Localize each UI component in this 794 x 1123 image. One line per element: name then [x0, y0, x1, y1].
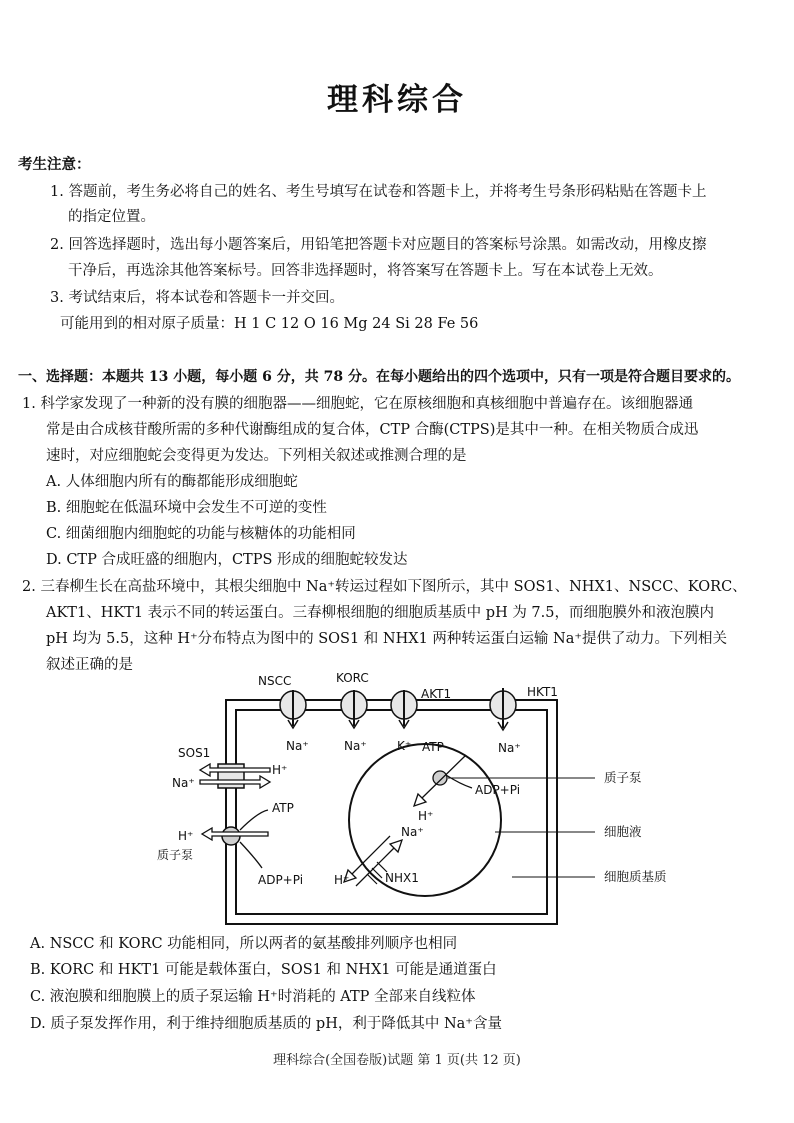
question-2-line: AKT1、HKT1 表示不同的转运蛋白。三春柳根细胞的细胞质基质中 pH 为 7.5，而细胞膜外和液泡膜内 [46, 605, 714, 621]
h-label: H⁺ [272, 763, 288, 777]
page-footer: 理科综合(全国卷版)试题 第 1 页(共 12 页) [273, 1053, 521, 1068]
na-label: Na⁺ [344, 739, 367, 753]
na-label: Na⁺ [172, 776, 195, 790]
question-2-option-a: A. NSCC 和 KORC 功能相同，所以两者的氨基酸排列顺序也相同 [30, 936, 458, 952]
h-label: H⁺ [418, 809, 434, 823]
cytosol-label: 细胞质基质 [604, 869, 667, 884]
notice-line: 的指定位置。 [68, 209, 155, 225]
question-1-line: 1. 科学家发现了一种新的没有膜的细胞器——细胞蛇，它在原核细胞和真核细胞中普遍存在。该细胞器通 [22, 396, 693, 412]
question-2-option-b: B. KORC 和 HKT1 可能是载体蛋白，SOS1 和 NHX1 可能是通道蛋白 [30, 962, 497, 978]
h-label: H⁺ [334, 873, 350, 887]
nscc-label: NSCC [258, 674, 292, 688]
hkt1-label: HKT1 [527, 685, 558, 699]
na-label: Na⁺ [498, 741, 521, 755]
question-1-option-c: C. 细菌细胞内细胞蛇的功能与核糖体的功能相同 [46, 526, 356, 542]
page-title: 理科综合 [327, 82, 467, 118]
question-2-option-d: D. 质子泵发挥作用，利于维持细胞质基质的 pH，利于降低其中 Na⁺含量 [30, 1016, 502, 1032]
question-1-option-a: A. 人体细胞内所有的酶都能形成细胞蛇 [46, 474, 298, 490]
korc-channel [341, 690, 367, 728]
na-label: Na⁺ [401, 825, 424, 839]
notice-heading: 考生注意： [18, 156, 91, 173]
question-1-line: 常是由合成核苷酸所需的多种代谢酶组成的复合体，CTP 合酶(CTPS)是其中一种。在相关物质合成迅 [46, 422, 699, 438]
notice-line: 干净后，再选涂其他答案标号。回答非选择题时，将答案写在答题卡上。写在本试卷上无效。 [68, 263, 663, 279]
notice-line: 1. 答题前，考生务必将自己的姓名、考生号填写在试卷和答题卡上，并将考生号条形码粘贴在答题卡上 [50, 184, 707, 200]
na-transport-diagram [0, 660, 794, 930]
vacuole-sap-label: 细胞液 [604, 824, 642, 839]
question-2-line: 叙述正确的是 [46, 657, 133, 673]
question-2-line: pH 均为 5.5，这种 H⁺分布特点为图中的 SOS1 和 NHX1 两种转运蛋白运输 Na⁺提供了动力。下列相关 [46, 631, 728, 647]
na-label: Na⁺ [286, 739, 309, 753]
proton-pump-label: 质子泵 [157, 848, 194, 862]
nscc-channel [280, 690, 306, 728]
korc-label: KORC [336, 671, 369, 685]
notice-line: 3. 考试结束后，将本试卷和答题卡一并交回。 [50, 290, 344, 306]
proton-pump-label: 质子泵 [604, 770, 642, 785]
section-heading: 一、选择题：本题共 13 小题，每小题 6 分，共 78 分。在每小题给出的四个选项中，只有一项是符合题目要求的。 [18, 369, 740, 385]
vacuole-proton-pump [414, 756, 472, 806]
adp-label: ADP+Pi [475, 783, 521, 797]
adp-label: ADP+Pi [258, 873, 304, 887]
question-1-option-d: D. CTP 合成旺盛的细胞内，CTPS 形成的细胞蛇较发达 [46, 552, 408, 568]
h-label: H⁺ [178, 829, 194, 843]
question-1-option-b: B. 细胞蛇在低温环境中会发生不可逆的变性 [46, 500, 327, 516]
nhx1-label: NHX1 [385, 871, 419, 885]
question-2-line: 2. 三春柳生长在高盐环境中，其根尖细胞中 Na⁺转运过程如下图所示，其中 SOS1、NHX1、NSCC、KORC、 [22, 579, 747, 595]
atomic-masses: 可能用到的相对原子质量：H 1 C 12 O 16 Mg 24 Si 28 Fe 56 [60, 316, 479, 332]
sos1-label: SOS1 [178, 746, 211, 760]
atp-label: ATP [422, 740, 444, 754]
question-2-option-c: C. 液泡膜和细胞膜上的质子泵运输 H⁺时消耗的 ATP 全部来自线粒体 [30, 989, 476, 1005]
atp-label: ATP [272, 801, 294, 815]
hkt1-channel [490, 688, 516, 730]
notice-line: 2. 回答选择题时，选出每小题答案后，用铅笔把答题卡对应题目的答案标号涂黑。如需改动，用橡皮擦 [50, 237, 707, 253]
sos1-antiporter [200, 764, 270, 788]
question-1-line: 速时，对应细胞蛇会变得更为发达。下列相关叙述或推测合理的是 [46, 448, 467, 464]
k-label: K⁺ [397, 739, 412, 753]
akt1-channel [391, 690, 417, 728]
akt1-label: AKT1 [421, 687, 452, 701]
